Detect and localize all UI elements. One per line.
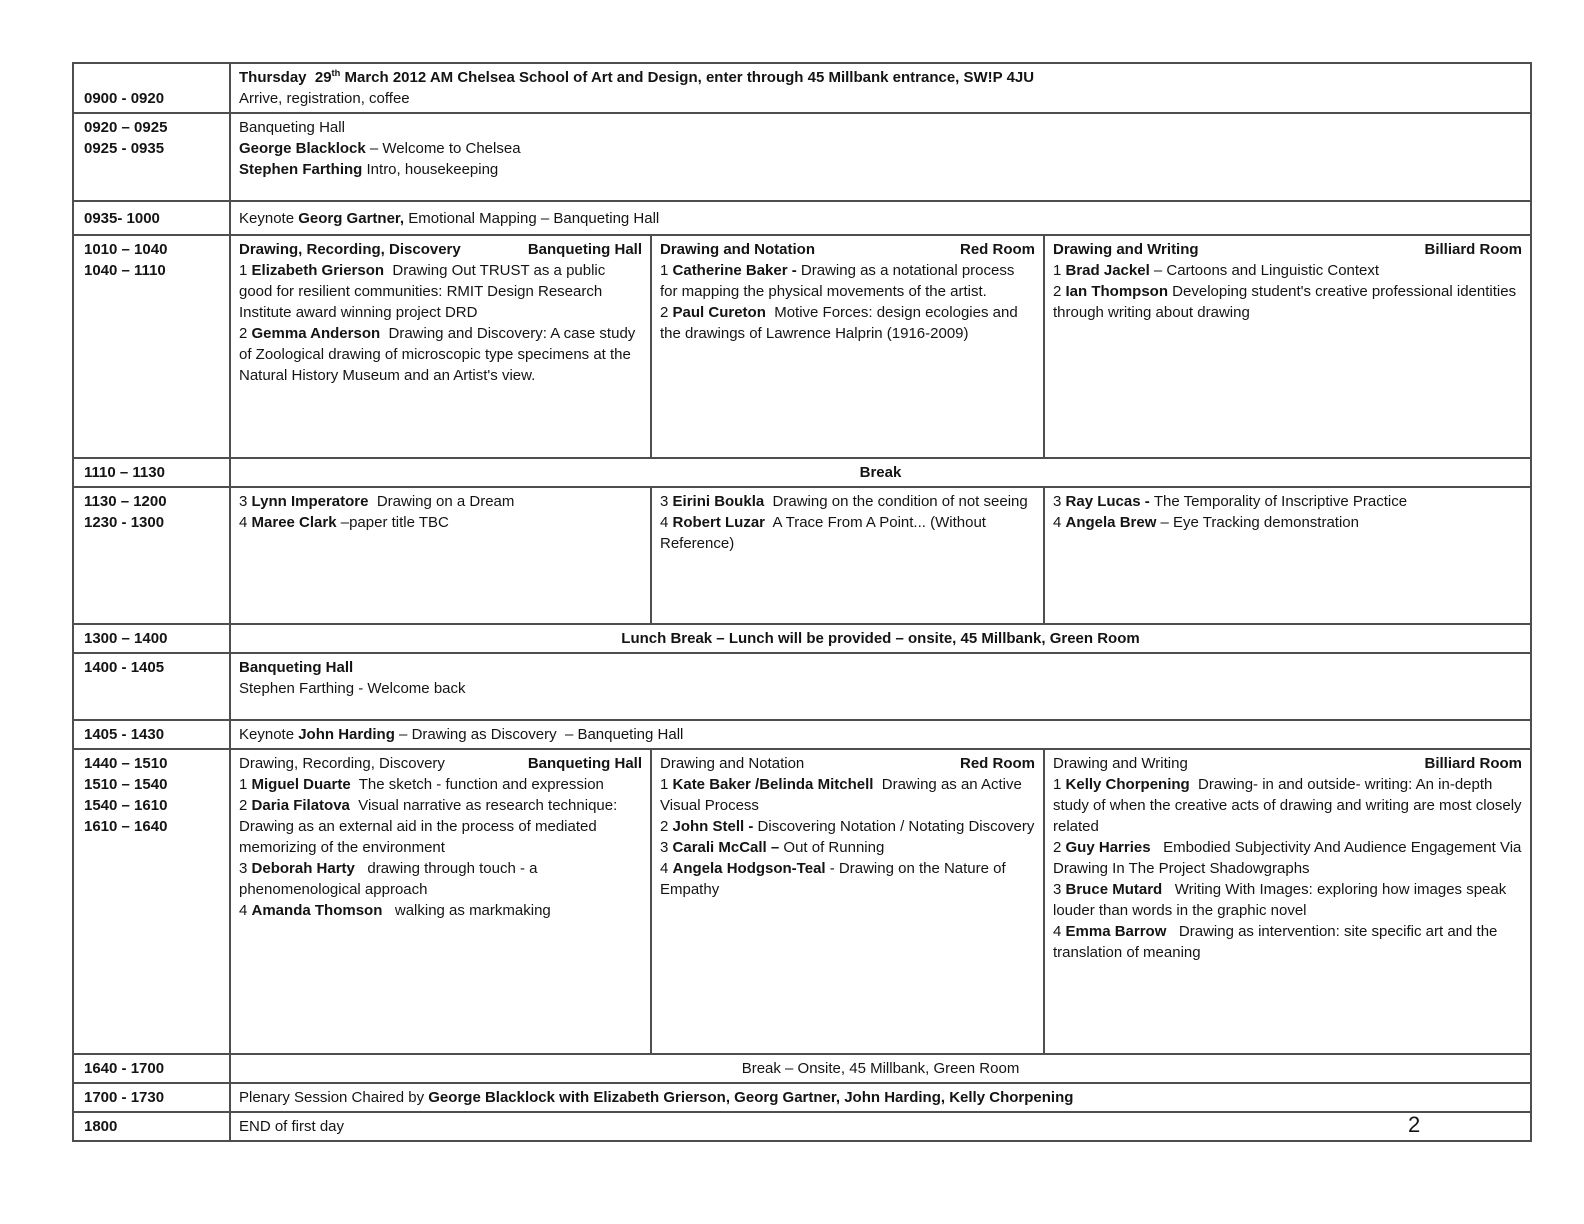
text-segment: Emotional Mapping – Banqueting Hall xyxy=(404,209,660,227)
keynote-line xyxy=(239,208,1522,229)
time-label: 1405 - 1430 xyxy=(84,726,165,743)
time-cell xyxy=(73,458,230,487)
time-cell xyxy=(73,624,230,653)
row-afternoon-sessions xyxy=(73,749,1531,1054)
page-number: 2 xyxy=(1408,1112,1421,1137)
welcome-line xyxy=(239,138,1522,159)
time-cell xyxy=(73,749,230,1054)
room-label xyxy=(960,239,1035,260)
break-label: Break – Onsite, 45 Millbank, Green Room xyxy=(741,1060,1020,1077)
track-title xyxy=(1053,753,1188,774)
break-label: Break xyxy=(859,464,902,481)
text-segment: Drawing as intervention: site specific art and the translation of meaning xyxy=(1053,923,1502,961)
break-pm-cell xyxy=(230,1054,1531,1083)
text-segment: 4 xyxy=(660,514,673,531)
track-title xyxy=(239,753,445,774)
session-item xyxy=(239,491,642,512)
row-welcome xyxy=(73,113,1531,201)
text-segment: Intro, housekeeping xyxy=(362,161,499,178)
text-segment: Drawing on a Dream xyxy=(368,493,515,510)
time-cell xyxy=(73,1054,230,1083)
text-segment: – Welcome to Chelsea xyxy=(365,140,521,157)
room-label xyxy=(1424,239,1522,260)
plenary-cell xyxy=(230,1083,1531,1112)
row-break-am xyxy=(73,458,1531,487)
arrival-note: Arrive, registration, coffee xyxy=(239,90,410,107)
text-segment: Developing student's creative professional identities through writing about drawing xyxy=(1053,283,1521,321)
session-item xyxy=(1053,260,1522,281)
text-segment: Maree Clark xyxy=(251,514,337,531)
track-header xyxy=(660,239,1035,260)
text-segment: 4 xyxy=(239,902,252,919)
time-cell xyxy=(73,63,230,113)
text-segment: th xyxy=(331,68,341,78)
text-segment: Lynn Imperatore xyxy=(251,493,369,510)
session-item xyxy=(239,774,642,795)
session-item xyxy=(239,900,642,921)
track-header xyxy=(239,239,642,260)
track-cell-red-room xyxy=(651,749,1044,1054)
text-segment: 1 xyxy=(1053,776,1066,793)
text-segment: Drawing and Notation xyxy=(660,241,815,258)
text-segment: Elizabeth Grierson xyxy=(251,262,385,279)
venue-label: Banqueting Hall xyxy=(239,119,345,136)
time-label: 1540 – 1610 xyxy=(84,797,168,814)
session-item xyxy=(660,302,1035,344)
text-segment: 3 xyxy=(1053,881,1066,898)
time-label: 1800 xyxy=(84,1118,118,1135)
arrival-cell xyxy=(230,63,1531,113)
row-plenary xyxy=(73,1083,1531,1112)
time-cell xyxy=(73,235,230,458)
welcome-back-cell xyxy=(230,653,1531,720)
break-am-cell xyxy=(230,458,1531,487)
text-segment: Discovering Notation / Notating Discovery xyxy=(757,818,1035,835)
keynote-pm-cell xyxy=(230,720,1531,749)
session-item xyxy=(1053,837,1526,879)
text-segment: Emma Barrow xyxy=(1065,923,1167,940)
track-title xyxy=(660,753,804,774)
row-midday-sessions xyxy=(73,487,1531,624)
text-segment: Drawing Out TRUST as a public good for resilient communities: RMIT Design Research Institute award winning project DRD xyxy=(239,262,610,321)
text-segment: Brad Jackel xyxy=(1065,262,1150,279)
time-label: 1610 – 1640 xyxy=(84,818,168,835)
venue-label: Banqueting Hall xyxy=(239,659,354,676)
time-label: 1010 – 1040 xyxy=(84,241,168,258)
room-label xyxy=(528,753,642,774)
text-segment: Drawing, Recording, Discovery xyxy=(239,241,461,258)
session-item xyxy=(660,260,1035,302)
row-welcome-back xyxy=(73,653,1531,720)
text-segment: Plenary Session Chaired by xyxy=(239,1089,429,1106)
session-item xyxy=(1053,774,1526,837)
text-segment: 3 xyxy=(239,493,252,510)
session-item xyxy=(660,858,1035,900)
text-segment: Drawing as a notational process for mapping the physical movements of the artist. xyxy=(660,262,1019,300)
text-segment: 2 xyxy=(239,797,252,814)
text-segment: Eirini Boukla xyxy=(672,493,765,510)
text-segment: Thursday 29 xyxy=(239,69,332,86)
text-segment: Billiard Room xyxy=(1424,241,1522,258)
time-label: 1040 – 1110 xyxy=(84,262,166,279)
room-label xyxy=(528,239,642,260)
text-segment: 1 xyxy=(239,776,252,793)
text-segment: Writing With Images: exploring how images speak louder than words in the graphic novel xyxy=(1053,881,1511,919)
text-segment: Robert Luzar xyxy=(672,514,766,531)
text-segment: 1 xyxy=(660,776,673,793)
text-segment: Billiard Room xyxy=(1424,755,1522,772)
session-item xyxy=(660,837,1035,858)
track-header xyxy=(1053,753,1522,774)
text-segment: 2 xyxy=(660,818,673,835)
row-keynote-pm xyxy=(73,720,1531,749)
text-segment: Stephen Farthing xyxy=(239,161,363,178)
session-item xyxy=(660,512,1035,554)
track-cell-billiard-room xyxy=(1044,749,1531,1054)
text-segment: 4 xyxy=(1053,923,1066,940)
text-segment: 2 xyxy=(660,304,673,321)
session-item xyxy=(660,491,1035,512)
session-item xyxy=(660,774,1035,816)
text-segment: Drawing and Notation xyxy=(660,755,805,772)
text-segment: Red Room xyxy=(960,241,1035,258)
text-segment: Drawing on the condition of not seeing xyxy=(764,493,1028,510)
welcome-line xyxy=(239,159,1522,180)
text-segment: Gemma Anderson xyxy=(251,325,381,342)
time-cell xyxy=(73,201,230,235)
room-label xyxy=(960,753,1035,774)
time-label: 0935- 1000 xyxy=(84,209,160,227)
text-segment: Red Room xyxy=(960,755,1035,772)
session-item xyxy=(239,858,642,900)
session-item xyxy=(239,323,642,386)
text-segment: Deborah Harty xyxy=(251,860,355,877)
schedule-table xyxy=(72,62,1532,1142)
text-segment: John Harding xyxy=(298,726,395,743)
text-segment: Drawing as an Active Visual Process xyxy=(660,776,1026,814)
text-segment: A Trace From A Point... (Without Reference) xyxy=(660,514,991,552)
text-segment: Ian Thompson xyxy=(1065,283,1169,300)
text-segment: –paper title TBC xyxy=(336,514,449,531)
text-segment: Catherine Baker - xyxy=(672,262,801,279)
end-cell xyxy=(230,1112,1531,1141)
session-item xyxy=(239,512,642,533)
text-segment: George Blacklock with Elizabeth Grierson, Georg Gartner, John Harding, Kelly Chorpening xyxy=(428,1089,1074,1106)
time-cell xyxy=(73,113,230,201)
text-segment: Angela Brew xyxy=(1065,514,1157,531)
row-end xyxy=(73,1112,1531,1141)
track-title xyxy=(239,239,461,260)
text-segment: Kate Baker /Belinda Mitchell xyxy=(672,776,874,793)
time-label: 0920 – 0925 xyxy=(84,119,168,136)
time-cell xyxy=(73,487,230,624)
keynote-am-cell xyxy=(230,201,1531,235)
row-break-pm xyxy=(73,1054,1531,1083)
text-segment: drawing through touch - a phenomenological approach xyxy=(239,860,542,898)
text-segment: Georg Gartner, xyxy=(298,209,405,227)
text-segment: Ray Lucas - xyxy=(1065,493,1154,510)
plenary-line xyxy=(239,1087,1522,1108)
text-segment: Paul Cureton xyxy=(672,304,766,321)
lunch-cell xyxy=(230,624,1531,653)
text-segment: 1 xyxy=(239,262,252,279)
time-label: 1510 – 1540 xyxy=(84,776,168,793)
track-cell-banqueting xyxy=(230,235,651,458)
text-segment: Guy Harries xyxy=(1065,839,1151,856)
session-item xyxy=(239,260,642,323)
text-segment: March 2012 AM Chelsea School of Art and Design, enter through 45 Millbank entrance, SW!P 4JU xyxy=(340,69,1035,86)
time-label: 1300 – 1400 xyxy=(84,630,168,647)
time-cell xyxy=(73,1112,230,1141)
time-label: 1440 – 1510 xyxy=(84,755,168,772)
text-segment: Angela Hodgson-Teal xyxy=(672,860,826,877)
track-cell-billiard-room xyxy=(1044,487,1531,624)
track-cell-billiard-room xyxy=(1044,235,1531,458)
text-segment: Drawing- in and outside- writing: An in-depth study of when the creative acts of drawing and writing are most closely related xyxy=(1053,776,1526,835)
text-segment: Banqueting Hall xyxy=(527,755,642,772)
time-label: 0925 - 0935 xyxy=(84,140,165,157)
welcome-back-line: Stephen Farthing - Welcome back xyxy=(239,680,466,697)
time-label: 1130 – 1200 xyxy=(84,493,167,510)
track-cell-banqueting xyxy=(230,749,651,1054)
text-segment: 3 xyxy=(660,493,673,510)
text-segment: Banqueting Hall xyxy=(527,241,642,258)
text-segment: Keynote xyxy=(239,726,299,743)
text-segment: 4 xyxy=(660,860,673,877)
text-segment: Visual narrative as research technique: Drawing as an external aid in the process of mediated memorizing of the environment xyxy=(239,797,622,856)
text-segment: 4 xyxy=(1053,514,1066,531)
keynote-line xyxy=(239,724,1522,745)
session-item xyxy=(239,795,642,858)
text-segment: Amanda Thomson xyxy=(251,902,383,919)
row-arrival xyxy=(73,63,1531,113)
time-cell xyxy=(73,653,230,720)
time-label: 1230 - 1300 xyxy=(84,514,165,531)
time-label: 0900 - 0920 xyxy=(84,90,165,107)
text-segment: Motive Forces: design ecologies and the drawings of Lawrence Halprin (1916-2009) xyxy=(660,304,1022,342)
session-item xyxy=(1053,921,1522,963)
text-segment: 4 xyxy=(239,514,252,531)
session-item xyxy=(1053,281,1522,323)
row-morning-sessions xyxy=(73,235,1531,458)
session-item xyxy=(1053,879,1522,921)
track-header xyxy=(660,753,1035,774)
session-item xyxy=(1053,491,1522,512)
track-cell-red-room xyxy=(651,487,1044,624)
text-segment: – Eye Tracking demonstration xyxy=(1156,514,1359,531)
text-segment: - Drawing on the Nature of Empathy xyxy=(660,860,1010,898)
track-header xyxy=(1053,239,1522,260)
text-segment: Miguel Duarte xyxy=(251,776,351,793)
text-segment: 1 xyxy=(660,262,673,279)
text-segment: The Temporality of Inscriptive Practice xyxy=(1153,493,1408,510)
day-title xyxy=(239,67,1522,88)
text-segment: The sketch - function and expression xyxy=(350,776,604,793)
time-cell xyxy=(73,720,230,749)
text-segment: Drawing and Writing xyxy=(1053,241,1199,258)
session-item xyxy=(660,816,1035,837)
end-line: END of first day xyxy=(239,1118,345,1135)
row-lunch xyxy=(73,624,1531,653)
track-cell-red-room xyxy=(651,235,1044,458)
time-cell xyxy=(73,1083,230,1112)
text-segment: 2 xyxy=(1053,283,1066,300)
text-segment: Bruce Mutard xyxy=(1065,881,1163,898)
track-title xyxy=(660,239,815,260)
session-item xyxy=(1053,512,1522,533)
text-segment: – Drawing as Discovery – Banqueting Hall xyxy=(394,726,684,743)
track-header xyxy=(239,753,642,774)
text-segment: 2 xyxy=(1053,839,1066,856)
text-segment: – Cartoons and Linguistic Context xyxy=(1149,262,1380,279)
time-label: 1700 - 1730 xyxy=(84,1089,165,1106)
text-segment: 3 xyxy=(1053,493,1066,510)
text-segment: 1 xyxy=(1053,262,1066,279)
text-segment: Embodied Subjectivity And Audience Engagement Via Drawing In The Project Shadowgraphs xyxy=(1053,839,1526,877)
text-segment: Keynote xyxy=(239,209,299,227)
text-segment: Drawing and Writing xyxy=(1053,755,1188,772)
text-segment: 3 xyxy=(239,860,252,877)
welcome-cell xyxy=(230,113,1531,201)
time-label: 1110 – 1130 xyxy=(84,464,165,481)
text-segment: George Blacklock xyxy=(239,140,366,157)
text-segment: John Stell - xyxy=(672,818,758,835)
text-segment: 2 xyxy=(239,325,252,342)
text-segment: Carali McCall – xyxy=(672,839,784,856)
track-title xyxy=(1053,239,1199,260)
lunch-label: Lunch Break – Lunch will be provided – onsite, 45 Millbank, Green Room xyxy=(621,630,1140,647)
row-keynote-am xyxy=(73,201,1531,235)
time-label: 1400 - 1405 xyxy=(84,659,165,676)
text-segment: Kelly Chorpening xyxy=(1065,776,1190,793)
text-segment: 3 xyxy=(660,839,673,856)
time-label: 1640 - 1700 xyxy=(84,1060,165,1077)
room-label xyxy=(1424,753,1522,774)
text-segment: Drawing, Recording, Discovery xyxy=(239,755,445,772)
text-segment: Out of Running xyxy=(783,839,885,856)
track-cell-banqueting xyxy=(230,487,651,624)
text-segment: Daria Filatova xyxy=(251,797,350,814)
text-segment: Drawing and Discovery: A case study of Zoological drawing of microscopic type specimens at the Natural History Museum and an Artist's view. xyxy=(239,325,640,384)
text-segment: walking as markmaking xyxy=(382,902,551,919)
